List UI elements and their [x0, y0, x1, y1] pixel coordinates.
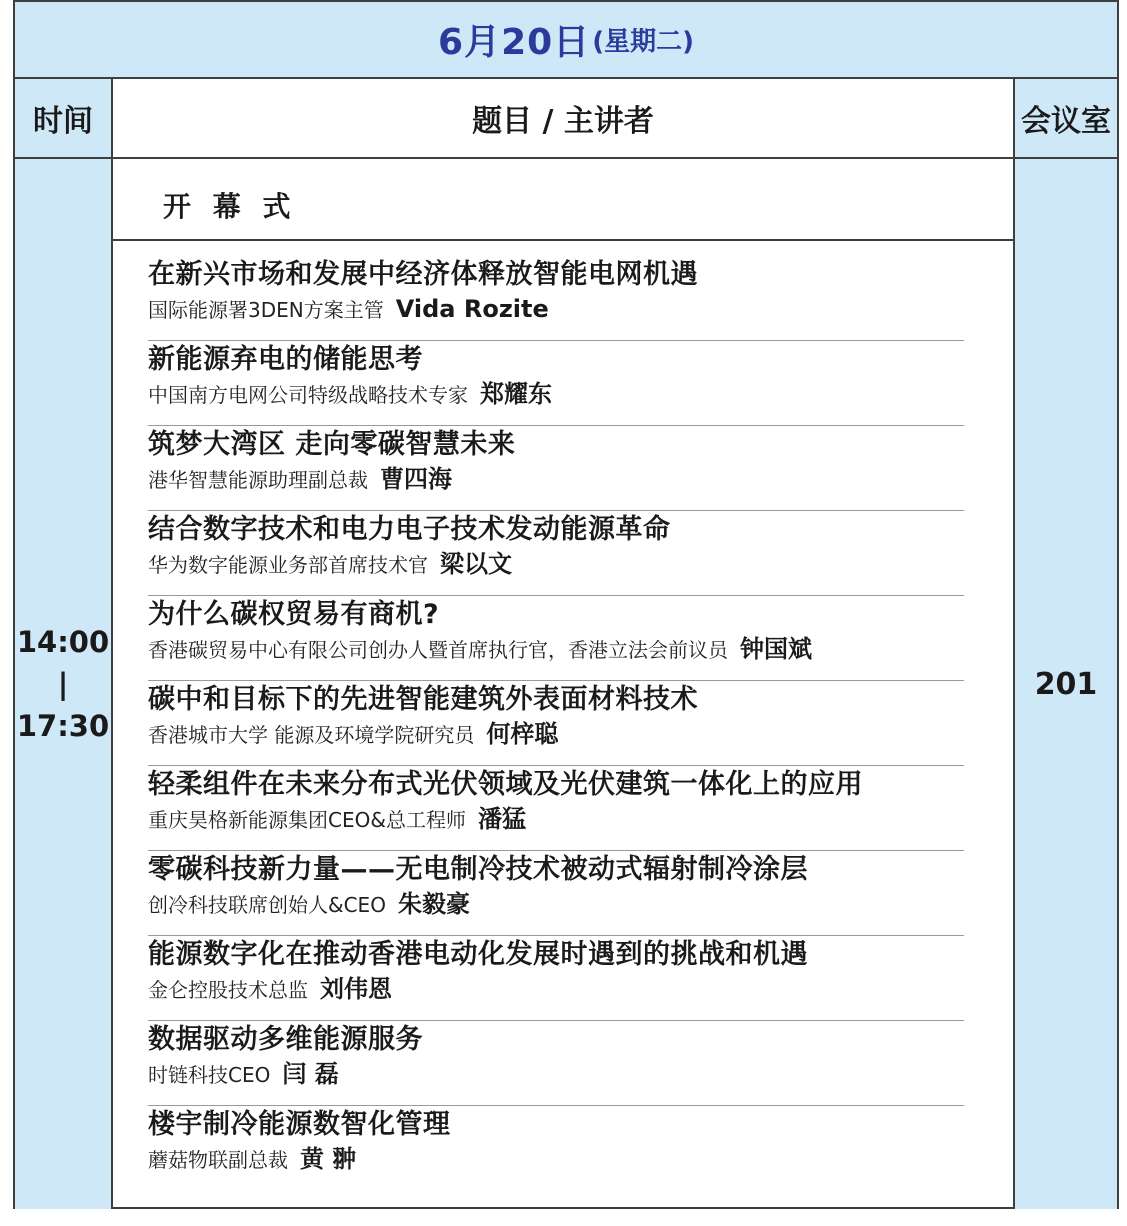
speaker-name: 郑耀东	[480, 380, 552, 408]
talk-speaker-line	[148, 974, 964, 1007]
speaker-name: 闫 磊	[282, 1060, 339, 1088]
date-header	[15, 2, 1117, 79]
room-number: 201	[1034, 666, 1098, 702]
talk-speaker-line	[148, 379, 964, 412]
session-room	[1015, 159, 1117, 1209]
talk-speaker-line	[148, 549, 964, 582]
speaker-name: 钟国斌	[740, 635, 812, 663]
talk-title: 在新兴市场和发展中经济体释放智能电网机遇	[148, 259, 698, 290]
speaker-name: 潘猛	[477, 805, 526, 833]
speaker-role: 创冷科技联席创始人&CEO	[148, 893, 386, 917]
talk-speaker-line	[148, 719, 964, 752]
talk-item	[148, 511, 964, 596]
column-header-time: 时间	[15, 79, 111, 159]
talk-item	[148, 596, 964, 681]
speaker-role: 蘑菇物联副总裁	[148, 1148, 288, 1172]
weekday-label: (星期二)	[592, 27, 694, 57]
talk-speaker-line	[148, 464, 964, 497]
speaker-name: 梁以文	[440, 550, 512, 578]
session-time	[15, 159, 111, 1209]
speaker-name: Vida Rozite	[395, 295, 549, 323]
speaker-role: 香港碳贸易中心有限公司创办人暨首席执行官，香港立法会前议员	[148, 638, 728, 662]
talk-title: 楼宇制冷能源数智化管理	[148, 1109, 451, 1140]
talk-item	[148, 851, 964, 936]
speaker-role: 重庆昊格新能源集团CEO&总工程师	[148, 808, 466, 832]
talk-speaker-line	[148, 1144, 964, 1177]
speaker-role: 香港城市大学 能源及环境学院研究员	[148, 723, 475, 747]
date-label: 6月20日	[438, 22, 591, 63]
talk-title: 零碳科技新力量——无电制冷技术被动式辐射制冷涂层	[148, 854, 808, 885]
talk-item	[148, 681, 964, 766]
speaker-role: 国际能源署3DEN方案主管	[148, 298, 384, 322]
time-end: 17:30	[16, 709, 110, 743]
talk-title: 轻柔组件在未来分布式光伏领域及光伏建筑一体化上的应用	[148, 769, 863, 800]
talk-item	[148, 256, 964, 341]
talk-title: 筑梦大湾区 走向零碳智慧未来	[148, 429, 516, 460]
talk-title: 能源数字化在推动香港电动化发展时遇到的挑战和机遇	[148, 939, 808, 970]
divider-left	[111, 79, 113, 1209]
speaker-name: 黄 翀	[300, 1145, 357, 1173]
talk-title: 结合数字技术和电力电子技术发动能源革命	[148, 514, 671, 545]
time-start: 14:00	[16, 625, 110, 659]
time-separator: |	[57, 667, 69, 701]
speaker-role: 时链科技CEO	[148, 1063, 271, 1087]
column-header-room: 会议室	[1015, 79, 1117, 159]
opening-ceremony-label: 开 幕 式	[163, 190, 297, 223]
column-header-topic: 题目 / 主讲者	[113, 79, 1013, 159]
speaker-name: 刘伟恩	[320, 975, 392, 1003]
speaker-role: 金仑控股技术总监	[148, 978, 308, 1002]
speaker-role: 中国南方电网公司特级战略技术专家	[148, 383, 468, 407]
talk-title: 新能源弃电的储能思考	[148, 344, 423, 375]
talk-list	[148, 256, 964, 1191]
speaker-name: 曹四海	[380, 465, 452, 493]
talk-title: 为什么碳权贸易有商机?	[148, 599, 440, 630]
talk-item	[148, 1106, 964, 1191]
speaker-role: 华为数字能源业务部首席技术官	[148, 553, 428, 577]
speaker-name: 朱毅豪	[397, 890, 470, 918]
talk-item	[148, 341, 964, 426]
speaker-role: 港华智慧能源助理副总裁	[148, 468, 368, 492]
speaker-name: 何梓聪	[486, 720, 559, 748]
talk-speaker-line	[148, 294, 964, 327]
talk-item	[148, 426, 964, 511]
talk-title: 数据驱动多维能源服务	[148, 1024, 423, 1055]
talk-item	[148, 766, 964, 851]
talk-speaker-line	[148, 1059, 964, 1092]
talk-speaker-line	[148, 634, 964, 667]
opening-ceremony-row	[113, 159, 1013, 241]
talk-speaker-line	[148, 889, 964, 922]
talk-title: 碳中和目标下的先进智能建筑外表面材料技术	[148, 684, 698, 715]
talk-speaker-line	[148, 804, 964, 837]
talk-item	[148, 1021, 964, 1106]
talk-item	[148, 936, 964, 1021]
